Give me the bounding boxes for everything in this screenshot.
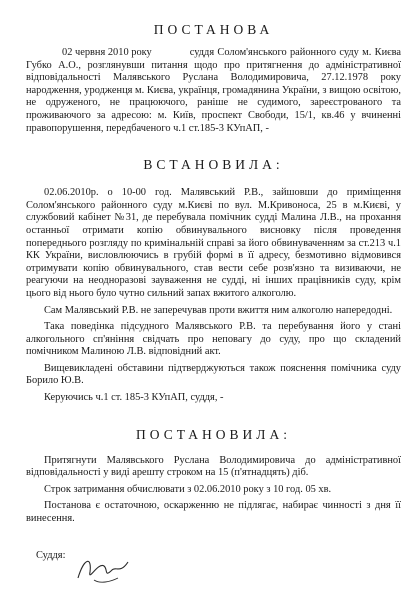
resolved-paragraph-3: Постанова є остаточною, оскарженню не підлягає, набирає чинності з дня її винесення.	[26, 500, 401, 525]
established-paragraph-1: 02.06.2010р. о 10-00 год. Малявський Р.В., зайшовши до приміщення Солом'янського районного суду м.Києві по вул. М.Кривоноса, 25 в м.Києві, у службовий кабінет №31, де перебувала помічник судді Малина Л.В., на прохання останньої отримати копію обвинувального висновку після проведення попереднього розгляду по кримінальній справі за його обвинуваченням за ст.213 ч.1 КК України, висловлюючись в грубій формі в її адресу, безмотивно відмовився отримувати копію обвинувального, став вести себе розв'язно та визиваючи, не реагуючи на неодноразові зауваження не судді, ні інших працівників суду, крім цього від нього було чутно сильний запах вжитого алкоголю.	[26, 187, 401, 299]
heading-resolved: ПОСТАНОВИЛА:	[136, 426, 291, 442]
established-paragraph-5: Керуючись ч.1 ст. 185-3 КУпАП, суддя, -	[44, 392, 224, 404]
established-paragraph-2: Сам Малявський Р.В. не заперечував проти вжиття ним алкоголю напередодні.	[44, 304, 393, 316]
intro-paragraph	[26, 47, 401, 135]
signature-label: Суддя:	[36, 550, 66, 561]
resolved-paragraph-2: Строк затримання обчислювати з 02.06.2010 року з 10 год. 05 хв.	[44, 483, 332, 495]
resolved-paragraph-1: Притягнути Малявського Руслана Володимировича до адміністративної відповідальності у виді арешту строком на 15 (п'ятнадцять) діб.	[26, 454, 401, 479]
established-paragraph-4: Вищевикладені обставини підтверджуються також пояснення помічника суду Борило Ю.В.	[26, 362, 401, 387]
document-title: ПОСТАНОВА	[153, 22, 274, 37]
decision-date: 02 червня 2010 року	[62, 47, 152, 58]
signature-block	[36, 548, 156, 588]
heading-established: ВСТАНОВИЛА:	[143, 157, 284, 173]
intro-text: суддя Солом'янського районного суду м. Києва Губко А.О., розглянувши питання щодо про притягнення до адміністративної відповідальності Малявського Руслана Володимировича, 27.12.1978 року народження, уродженця м. Києва, українця, громадянина України, з вищою освітою, не одруженого, не працюючого, раніше не судимого, зареєстрованого та проживаючого за адресою: м. Київ, проспект Свободи, 15/1, кв.46 у вчиненні правопорушення, передбаченого ч.1 ст.185-3 КУпАП, -	[26, 47, 401, 134]
established-paragraph-3: Така поведінка підсудного Малявського Р.В. та перебування його у стані алкогольного сп'яніння свідчать про неповагу до суду, про що складений помічником Малиною Л.В. відповідний акт.	[26, 321, 401, 358]
handwritten-signature-icon	[74, 548, 134, 588]
